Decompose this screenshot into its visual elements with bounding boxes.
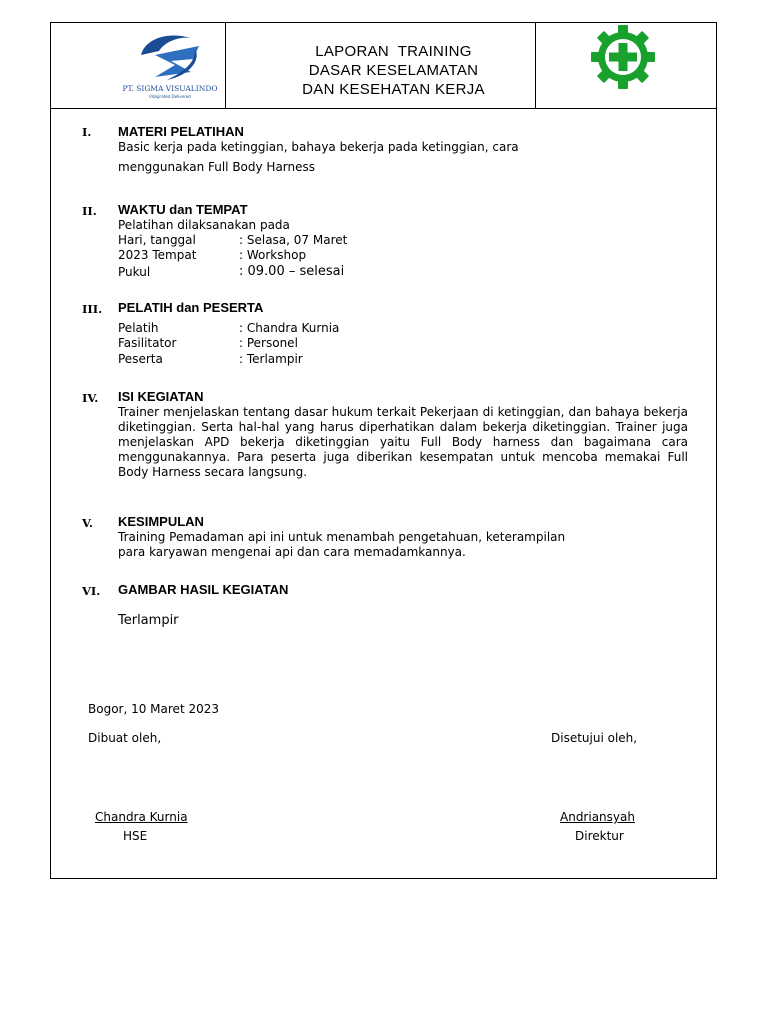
section-1-line-2: menggunakan Full Body Harness — [118, 160, 316, 174]
document-title — [257, 42, 530, 99]
section-5-number: V. — [82, 516, 93, 530]
approved-by-label: Disetujui oleh, — [551, 731, 638, 745]
section-4-paragraph: Trainer menjelaskan tentang dasar hukum terkait Pekerjaan di ketinggian, dan bahaya bekerja diketinggian. Serta hal-hal yang harus diperhatikan dalam bekerja diketinggian. Trainer juga menjelaskan APD bekerja diketinggian yaitu Full Body harness dan bagaimana cara menggunakannya. Para peserta juga diberikan kesempatan untuk mencoba memakai Full Body Harness secara langsung. — [118, 405, 688, 479]
section-3-number: III. — [82, 302, 103, 316]
made-by-name: Chandra Kurnia — [95, 810, 188, 824]
place-date: Bogor, 10 Maret 2023 — [88, 702, 219, 716]
section-5-line-1: Training Pemadaman api ini untuk menambah pengetahuan, keterampilan — [118, 530, 566, 544]
approved-by-name: Andriansyah — [560, 810, 635, 824]
company-tagline: Integrated Delivered — [149, 94, 191, 99]
section-1-number: I. — [82, 125, 92, 139]
title-line-1: LAPORAN TRAINING — [315, 43, 472, 60]
section-2-intro: Pelatihan dilaksanakan pada — [118, 218, 290, 232]
section-6-title: GAMBAR HASIL KEGIATAN — [118, 582, 289, 597]
k3-gear-cross-icon — [583, 24, 663, 90]
section-6-text: Terlampir — [118, 613, 179, 628]
row-label-pelatih: Pelatih — [118, 321, 159, 335]
row-value-peserta: : Terlampir — [239, 352, 303, 366]
section-3-title: PELATIH dan PESERTA — [118, 300, 264, 315]
section-2-title: WAKTU dan TEMPAT — [118, 202, 248, 217]
company-name: PT. SIGMA VISUALINDO — [122, 84, 218, 93]
made-by-role: HSE — [123, 829, 148, 843]
row-label-pukul: Pukul — [118, 265, 151, 279]
title-line-2: DASAR KESELAMATAN — [308, 62, 479, 79]
sigma-logo-icon — [115, 25, 225, 85]
section-4-title: ISI KEGIATAN — [118, 389, 204, 404]
row-label-hari: Hari, tanggal — [118, 233, 196, 247]
section-6-number: VI. — [82, 584, 101, 598]
row-value-pelatih: : Chandra Kurnia — [239, 321, 340, 335]
header-divider-right — [535, 22, 536, 109]
section-5-line-2: para karyawan mengenai api dan cara memadamkannya. — [118, 545, 466, 559]
k3-safety-logo — [583, 24, 663, 90]
row-value-fasilitator: : Personel — [239, 336, 298, 350]
approved-by-role: Direktur — [575, 829, 624, 843]
row-label-fasilitator: Fasilitator — [118, 336, 177, 350]
row-value-hari: : Selasa, 07 Maret — [239, 233, 348, 247]
section-5-title: KESIMPULAN — [118, 514, 204, 529]
row-value-pukul: : 09.00 – selesai — [239, 264, 345, 279]
row-value-tempat: : Workshop — [239, 248, 307, 262]
section-1-line-1: Basic kerja pada ketinggian, bahaya bekerja pada ketinggian, cara — [118, 140, 519, 154]
row-label-peserta: Peserta — [118, 352, 163, 366]
section-4-number: IV. — [82, 391, 99, 405]
made-by-label: Dibuat oleh, — [88, 731, 162, 745]
title-line-3: DAN KESEHATAN KERJA — [302, 81, 485, 98]
section-2-number: II. — [82, 204, 97, 218]
section-1-title: MATERI PELATIHAN — [118, 124, 244, 139]
row-label-tempat: 2023 Tempat — [118, 248, 197, 262]
